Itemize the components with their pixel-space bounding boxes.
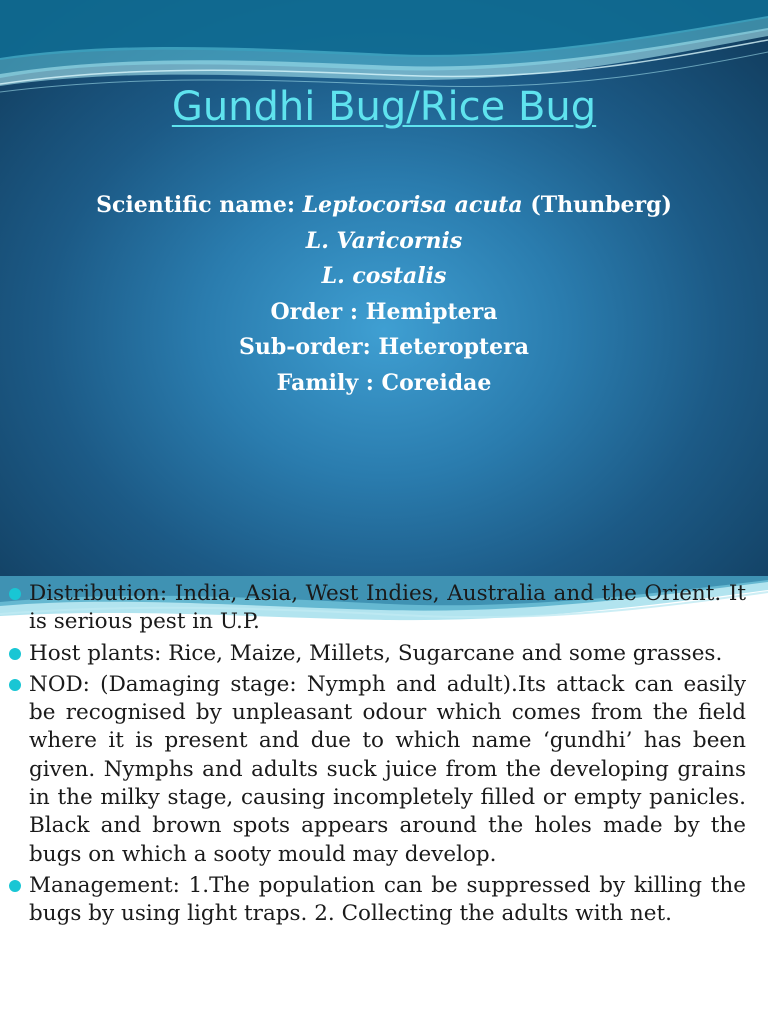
details-slide bbox=[0, 576, 768, 1024]
scientific-name: Leptocorisa acuta bbox=[302, 192, 523, 218]
bullet-text: Management: 1.The population can be suppressed by killing the bugs by using light traps. 2. Collecting the adults with net. bbox=[29, 872, 746, 927]
slide-title: Gundhi Bug/Rice Bug bbox=[171, 84, 597, 130]
taxonomy-info bbox=[0, 188, 768, 401]
bullet-text: NOD: (Damaging stage: Nymph and adult).Its attack can easily be recognised by unpleasant odour which comes from the field where it is present and due to which name ‘gundhi’ has been given. Nymphs and adults suck juice from the developing grains in the milky stage, causing incompletely filled or empty panicles. Black and brown spots appears around the holes made by the bugs on which a sooty mould may develop. bbox=[29, 671, 746, 867]
bullet-text: Host plants: Rice, Maize, Millets, Sugarcane and some grasses. bbox=[29, 640, 723, 666]
bullet-management bbox=[29, 872, 746, 929]
order-line: Order : Hemiptera bbox=[270, 298, 498, 325]
scientific-name-line bbox=[0, 188, 768, 224]
scientific-author: (Thunberg) bbox=[522, 192, 672, 218]
bullet-text: Distribution: India, Asia, West Indies, Australia and the Orient. It is serious pest in U.P. bbox=[29, 581, 746, 635]
suborder-line: Sub-order: Heteroptera bbox=[238, 334, 529, 360]
family-line: Family : Coreidae bbox=[276, 369, 492, 396]
bullet-list bbox=[0, 580, 768, 932]
bullet-dot-icon bbox=[9, 880, 21, 892]
bullet-dot-icon bbox=[9, 588, 21, 600]
synonym-costalis: L. costalis bbox=[321, 263, 447, 289]
bullet-dot-icon bbox=[9, 679, 21, 691]
scientific-name-label: Scientific name: bbox=[96, 192, 303, 218]
bullet-nod bbox=[29, 671, 746, 869]
bullet-dot-icon bbox=[9, 648, 21, 660]
bullet-host-plants bbox=[29, 640, 746, 668]
bullet-distribution bbox=[29, 580, 746, 637]
synonym-varicornis: L. Varicornis bbox=[305, 227, 463, 254]
